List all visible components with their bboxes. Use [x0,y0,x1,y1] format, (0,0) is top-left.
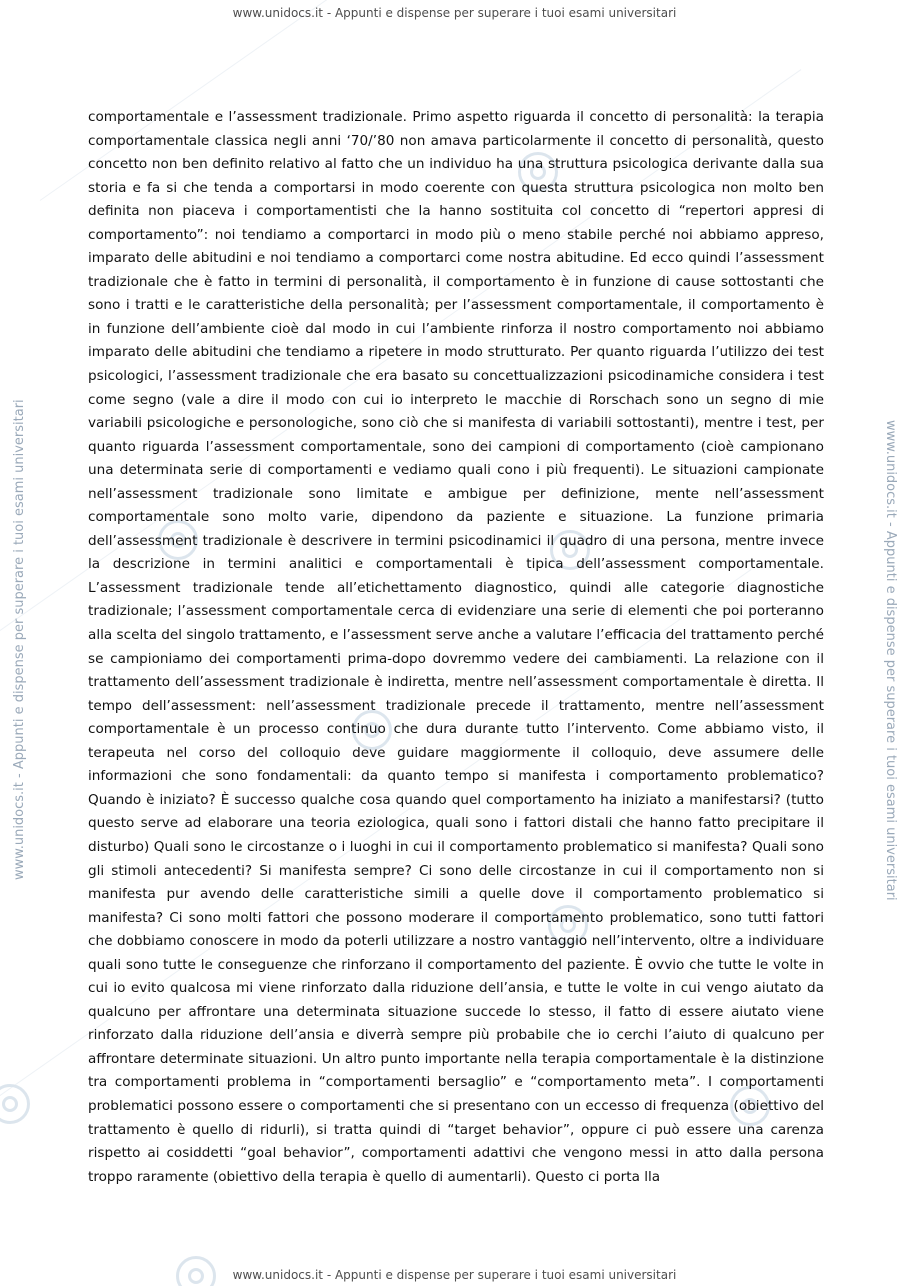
watermark-left: www.unidocs.it - Appunti e dispense per superare i tuoi esami universitari [12,399,27,880]
watermark-right: www.unidocs.it - Appunti e dispense per superare i tuoi esami universitari [883,420,898,901]
watermark-top: www.unidocs.it - Appunti e dispense per superare i tuoi esami universitari [232,6,677,20]
document-paragraph: comportamentale e l’assessment tradizionale. Primo aspetto riguarda il concetto di personalità: la terapia comportamentale classica negli anni ‘70/’80 non amava particolarmente il concetto di personalità, questo concetto non ben definito relativo al fatto che un individuo ha una struttura psicologica derivante dalla sua storia e fa si che tenda a comportarsi in modo coerente con questa struttura psicologica non molto ben definita non piaceva i comportamentisti che la hanno sostituita col concetto di “repertori appresi di comportamento”: noi tendiamo a comportarci in modo più o meno stabile perché noi abbiamo appreso, imparato delle abitudini e noi tendiamo a comportarci come nostra abitudine. Ed ecco quindi l’assessment tradizionale che è fatto in termini di personalità, il comportamento è in funzione di cause sottostanti che sono i tratti e le caratteristiche della personalità; per l’assessment comportamentale, il comportamento è in funzione dell’ambiente cioè dal modo in cui l’ambiente rinforza il nostro comportamento noi abbiamo imparato delle abitudini che tendiamo a ripetere in modo strutturato. Per quanto riguarda l’utilizzo dei test psicologici, l’assessment tradizionale che era basato su concettualizzazioni psicodinamiche considera i test come segno (vale a dire il modo con cui io interpreto le macchie di Rorschach sono un segno di mie variabili psicologiche e personologiche, sono ciò che si manifesta di variabili sottostanti), mentre i test, per quanto riguarda l’assessment comportamentale, sono dei campioni di comportamento (cioè campionano una determinata serie di comportamenti e vediamo quali cono i più frequenti). Le situazioni campionate nell’assessment tradizionale sono limitate e ambigue per definizione, mente nell’assessment comportamentale sono molto varie, dipendono da paziente e situazione. La funzione primaria dell’assessment tradizionale è descrivere in termini psicodinamici il quadro di una persona, mentre invece la descrizione in termini analitici e comportamentali è tipica dell’assessment comportamentale. L’assessment tradizionale tende all’etichettamento diagnostico, quindi alle categorie diagnostiche tradizionale; l’assessment comportamentale cerca di evidenziare una serie di elementi che poi porteranno alla scelta del singolo trattamento, e l’assessment serve anche a valutare l’efficacia del trattamento perché se campioniamo dei comportamenti prima-dopo dovremmo vedere dei cambiamenti. La relazione con il trattamento dell’assessment tradizionale è indiretta, mentre nell’assessment comportamentale è diretta. Il tempo dell’assessment: nell’assessment tradizionale precede il trattamento, mentre nell’assessment comportamentale è un processo continuo che dura durante tutto l’intervento. Come abbiamo visto, il terapeuta nel corso del colloquio deve guidare maggiormente il colloquio, deve assumere delle informazioni che sono fondamentali: da quanto tempo si manifesta i comportamento problematico? Quando è iniziato? È successo qualche cosa quando quel comportamento ha iniziato a manifestarsi? (tutto questo serve ad elaborare una teoria eziologica, quali sono i fattori distali che hanno fatto precipitare il disturbo) Quali sono le circostanze o i luoghi in cui il comportamento problematico si manifesta? Quali sono gli stimoli antecedenti? Si manifesta sempre? Ci sono delle circostanze in cui il comportamento non si manifesta pur avendo delle caratteristiche simili a quelle dove il comportamento problematico si manifesta? Ci sono molti fattori che possono moderare il comportamento problematico, sono tutti fattori che dobbiamo conoscere in modo da poterli utilizzare a nostro vantaggio nell’intervento, oltre a individuare quali sono tutte le conseguenze che rinforzano il comportamento del paziente. È ovvio che tutte le volte in cui io evito qualcosa mi viene rinforzato dalla riduzione dell’ansia, e tutte le volte in cui vengo aiutato da qualcuno per affrontare una determinata situazione succede lo stesso, il fatto di essere aiutato viene rinforzato dalla riduzione dell’ansia e diverrà sempre più probabile che io cerchi l’aiuto di qualcuno per affrontare determinate situazioni. Un altro punto importante nella terapia comportamentale è la distinzione tra comportamenti problema in “comportamenti bersaglio” e “comportamento meta”. I comportamenti problematici possono essere o comportamenti che si presentano con un eccesso di frequenza (obiettivo del trattamento è quello di ridurli), si tratta quindi di “target behavior”, oppure ci può essere una carenza rispetto ai cosiddetti “goal behavior”, comportamenti adattivi che vengono messi in atto dalla persona troppo raramente (obiettivo della terapia è quello di aumentarli). Questo ci porta lla [88,109,824,1185]
watermark-bottom: www.unidocs.it - Appunti e dispense per superare i tuoi esami universitari [232,1268,677,1282]
watermark-logo-icon [0,1084,30,1124]
